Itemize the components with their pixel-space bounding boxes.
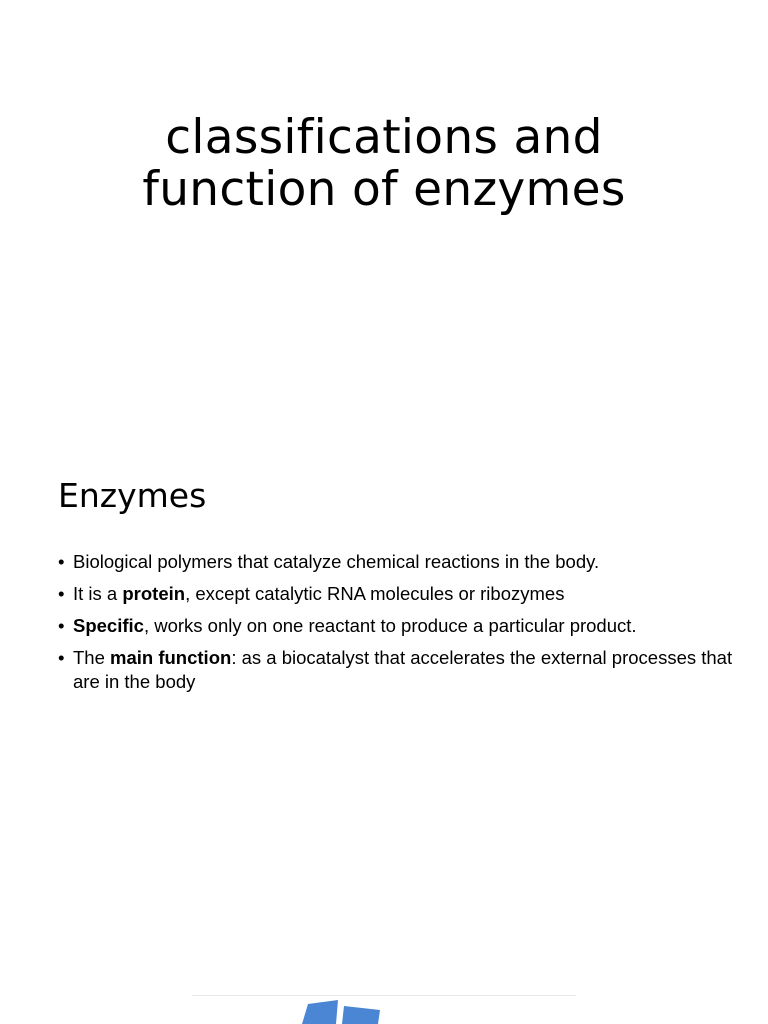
bullet-item bbox=[58, 646, 738, 694]
bullet-text-post: : as a biocatalyst that accelerates the external processes that are in the body bbox=[73, 647, 733, 692]
bullet-item bbox=[58, 550, 738, 574]
slide-heading: Enzymes bbox=[58, 476, 207, 515]
graphic-block-left bbox=[302, 1000, 338, 1024]
slide-title bbox=[0, 0, 768, 432]
bullet-text-pre: The bbox=[73, 647, 111, 668]
slide-divider bbox=[192, 995, 576, 996]
bullet-text-bold: main function bbox=[110, 647, 232, 668]
bullet-dot: • bbox=[58, 551, 65, 572]
slide-title-heading bbox=[40, 112, 728, 216]
graphic-block-right bbox=[342, 1006, 380, 1024]
slide-graphic bbox=[298, 1000, 388, 1024]
bullet-dot: • bbox=[58, 615, 65, 636]
bullet-list bbox=[58, 550, 738, 702]
title-line-1: classifications and bbox=[165, 110, 603, 165]
bullet-text: Biological polymers that catalyze chemical reactions in the body. bbox=[73, 551, 600, 572]
bullet-item bbox=[58, 614, 738, 638]
bullet-text-bold: Specific bbox=[73, 615, 144, 636]
title-line-2: function of enzymes bbox=[142, 162, 626, 217]
slide-enzymes bbox=[0, 432, 768, 992]
bullet-dot: • bbox=[58, 647, 65, 668]
bullet-text-post: , except catalytic RNA molecules or ribozymes bbox=[185, 583, 565, 604]
bullet-item bbox=[58, 582, 738, 606]
bullet-text-bold: protein bbox=[122, 583, 186, 604]
bullet-text-pre: It is a bbox=[73, 583, 123, 604]
bullet-text-post: , works only on one reactant to produce a particular product. bbox=[143, 615, 637, 636]
bullet-dot: • bbox=[58, 583, 65, 604]
